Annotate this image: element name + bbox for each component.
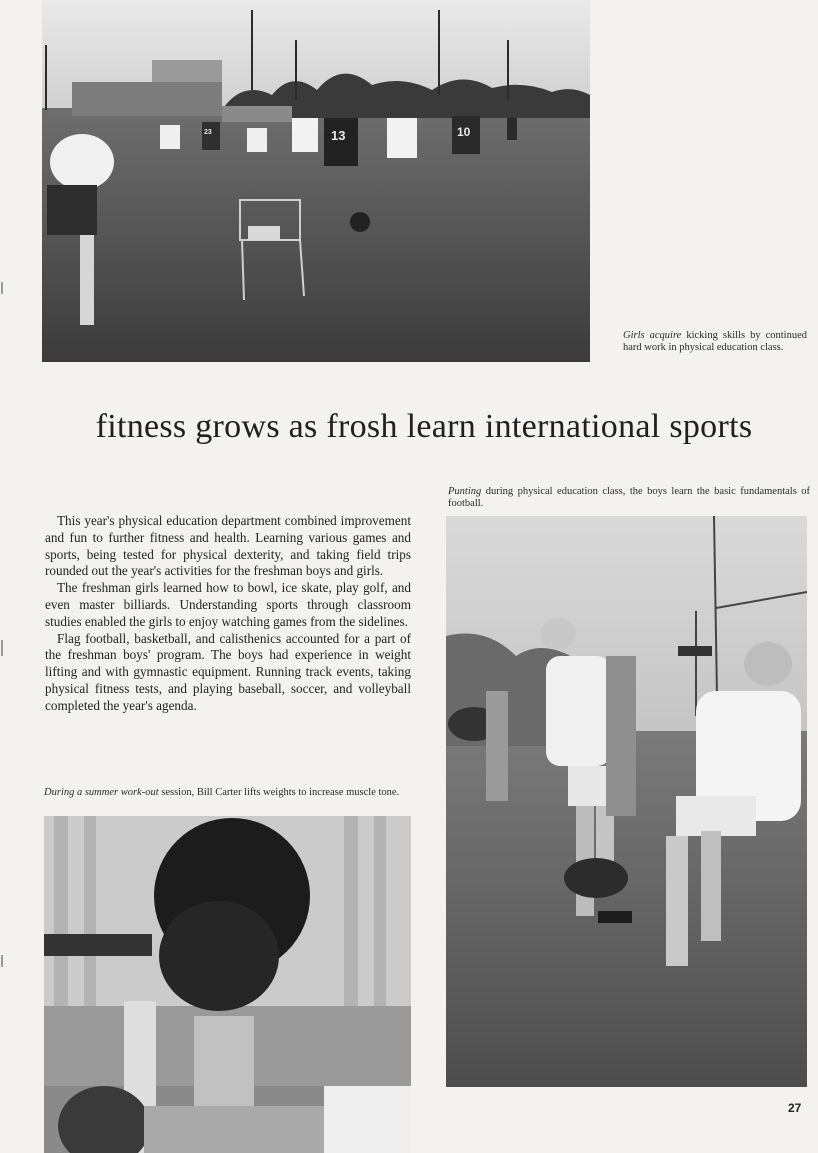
photo-girls-soccer [42,0,590,362]
caption-text: during physical education class, the boys learn the basic fundamentals of football. [448,486,810,509]
photo-weightlifting [44,816,411,1153]
photo-boys-punting [446,516,807,1087]
caption-lead: During a summer work-out [44,787,159,798]
body-paragraph: This year's physical education department combined improvement and fun to further fitness and health. Learning various games and sports, being tested for physical dexterity, and taking field trips rounded out the year's activities for the freshman boys and girls. [45,513,411,579]
caption-lead: Girls acquire [623,330,682,341]
body-paragraph: Flag football, basketball, and calisthenics accounted for a part of the freshman boys' program. The boys had experience in weight lifting and with gymnastic equipment. Running track events, taking physical fitness tests, and playing baseball, soccer, and volleyball completed the year's agenda. [45,630,411,713]
caption-text: session, Bill Carter lifts weights to increase muscle tone. [158,787,400,798]
scan-mark [1,640,3,656]
page-headline: fitness grows as frosh learn international sports [95,408,753,445]
page-number: 27 [788,1101,802,1115]
scan-mark [1,955,3,967]
jersey-number-23: 23 [204,129,212,136]
jersey-number-13: 13 [331,128,346,143]
article-body [45,513,411,715]
caption-text: kicking skills by continued hard work in physical education class. [623,330,807,353]
scan-mark [1,282,3,294]
jersey-number-10: 10 [457,125,471,139]
body-paragraph: The freshman girls learned how to bowl, ice skate, play golf, and even master billiards. Understanding sports through classroom studies enabled the girls to enjoy watching games from the sidelines. [45,580,411,629]
caption-girls-soccer [623,330,807,353]
caption-weightlifting [44,787,412,799]
caption-punting [448,486,810,509]
caption-lead: Punting [448,486,482,497]
